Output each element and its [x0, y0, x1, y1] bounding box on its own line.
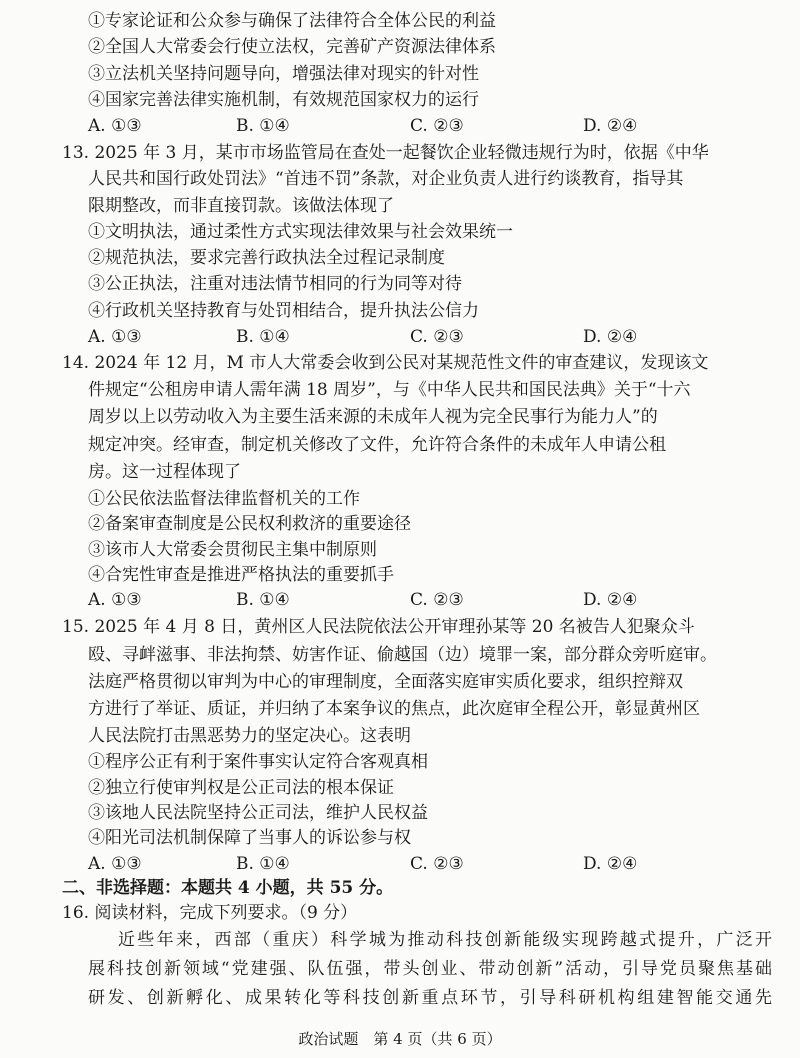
q14-stem-line-2: 件规定“公租房申请人需年满 18 周岁”，与《中华人民共和国民法典》关于“十六	[88, 380, 691, 400]
q14-option-b: B. ①④	[236, 590, 290, 610]
q13-option-c: C. ②③	[410, 327, 464, 347]
q14-stem-line-1: 14. 2024 年 12 月，M 市人大常委会收到公民对某规范性文件的审查建议，发现该文	[62, 353, 709, 373]
q14-statement-1: ①公民依法监督法律监督机关的工作	[88, 489, 360, 509]
q12-statement-2: ②全国人大常委会行使立法权，完善矿产资源法律体系	[88, 37, 496, 57]
section-heading: 二、非选择题：本题共 4 小题，共 55 分。	[62, 878, 394, 898]
q14-option-d: D. ②④	[583, 590, 638, 610]
q16-material-line-1: 近些年来，西部（重庆）科学城为推动科技创新能级实现跨越式提升，广泛开	[118, 930, 772, 950]
q15-statement-1: ①程序公正有利于案件事实认定符合客观真相	[88, 752, 428, 772]
q12-option-c: C. ②③	[410, 116, 464, 136]
q15-stem-line-5: 人民法院打击黑恶势力的坚定决心。这表明	[88, 726, 411, 746]
q15-statement-4: ④阳光司法机制保障了当事人的诉讼参与权	[88, 828, 411, 848]
q13-stem-line-2: 人民共和国行政处罚法》“首违不罚”条款，对企业负责人进行约谈教育，指导其	[88, 169, 684, 189]
q13-option-b: B. ①④	[236, 327, 290, 347]
q14-option-a: A. ①③	[88, 590, 142, 610]
q12-statement-1: ①专家论证和公众参与确保了法律符合全体公民的利益	[88, 11, 496, 31]
q15-statement-3: ③该地人民法院坚持公正司法，维护人民权益	[88, 803, 428, 823]
q12-option-b: B. ①④	[236, 116, 290, 136]
q15-stem-line-2: 殴、寻衅滋事、非法拘禁、妨害作证、偷越国（边）境罪一案，部分群众旁听庭审。	[88, 645, 717, 665]
q12-option-a: A. ①③	[88, 116, 142, 136]
q15-statement-2: ②独立行使审判权是公正司法的根本保证	[88, 778, 394, 798]
q15-option-b: B. ①④	[236, 854, 290, 874]
q16-stem: 16. 阅读材料，完成下列要求。（9 分）	[62, 903, 358, 923]
q12-statement-3: ③立法机关坚持问题导向，增强法律对现实的针对性	[88, 64, 479, 84]
q14-stem-line-4: 规定冲突。经审查，制定机关修改了文件，允许符合条件的未成年人申请公租	[88, 435, 666, 455]
q12-statement-4: ④国家完善法律实施机制，有效规范国家权力的运行	[88, 90, 479, 110]
q13-statement-4: ④行政机关坚持教育与处罚相结合，提升执法公信力	[88, 301, 479, 321]
q13-statement-1: ①文明执法，通过柔性方式实现法律效果与社会效果统一	[88, 222, 513, 242]
q15-stem-line-1: 15. 2025 年 4 月 8 日，黄州区人民法院依法公开审理孙某等 20 名被告人犯聚众斗	[62, 617, 695, 637]
q14-option-c: C. ②③	[410, 590, 464, 610]
q15-option-a: A. ①③	[88, 854, 142, 874]
q13-stem-line-1: 13. 2025 年 3 月，某市市场监管局在查处一起餐饮企业轻微违规行为时，依据《中华	[62, 143, 709, 163]
q15-stem-line-4: 方进行了举证、质证，并归纳了本案争议的焦点，此次庭审全程公开，彰显黄州区	[88, 699, 700, 719]
q13-option-d: D. ②④	[583, 327, 638, 347]
q16-material-line-2: 展科技创新领域“党建强、队伍强，带头创业、带动创新”活动，引导党员聚焦基础	[88, 959, 772, 979]
q15-stem-line-3: 法庭严格贯彻以审判为中心的审理制度，全面落实庭审实质化要求，组织控辩双	[88, 672, 683, 692]
q13-option-a: A. ①③	[88, 327, 142, 347]
q14-statement-3: ③该市人大常委会贯彻民主集中制原则	[88, 540, 377, 560]
q15-option-c: C. ②③	[410, 854, 464, 874]
q15-option-d: D. ②④	[583, 854, 638, 874]
q12-option-d: D. ②④	[583, 116, 638, 136]
q15-options	[0, 852, 760, 876]
q12-options	[0, 114, 760, 138]
q13-options	[0, 325, 760, 349]
q14-statement-2: ②备案审查制度是公民权利救济的重要途径	[88, 514, 411, 534]
q16-material-line-3: 研发、创新孵化、成果转化等科技创新重点环节，引导科研机构组建智能交通先	[88, 988, 772, 1008]
q13-statement-2: ②规范执法，要求完善行政执法全过程记录制度	[88, 248, 445, 268]
q14-stem-line-5: 房。这一过程体现了	[88, 462, 241, 482]
q13-statement-3: ③公正执法，注重对违法情节相同的行为同等对待	[88, 274, 462, 294]
q14-statement-4: ④合宪性审查是推进严格执法的重要抓手	[88, 565, 394, 585]
q14-options	[0, 588, 760, 612]
q14-stem-line-3: 周岁以上以劳动收入为主要生活来源的未成年人视为完全民事行为能力人”的	[88, 407, 658, 427]
page-footer: 政治试题 第 4 页（共 6 页）	[298, 1030, 502, 1048]
q13-stem-line-3: 限期整改，而非直接罚款。该做法体现了	[88, 196, 394, 216]
